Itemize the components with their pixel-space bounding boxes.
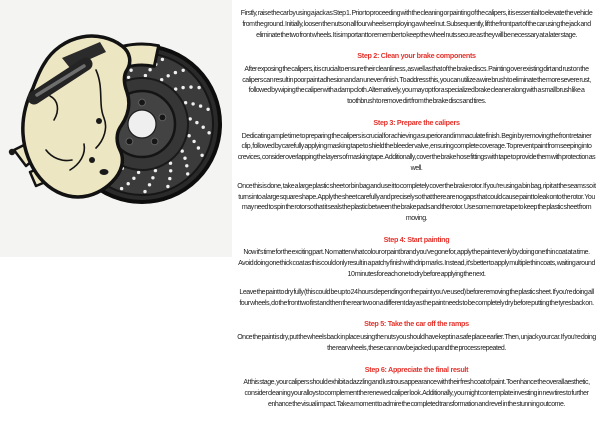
illustration-panel bbox=[0, 0, 232, 257]
step-6-heading: Step 6: Appreciate the final result bbox=[364, 364, 469, 374]
step-3-paragraph: Once this is done, take a large plastic sheet or bin bag and use it to completely cover the brake rotor. If you're using a bin bag, rip it at the seams so it turns into a large square shape. Apply the sheet carefully and precisely so that there are no gaps that could cause paint to leak onto the rotor. You may need to spin the rotor so that it seals the plastic between the brake pads and the rotor. Use some more tape to keep the plastic sheet from moving. bbox=[237, 182, 596, 223]
article bbox=[237, 0, 596, 432]
brake-caliper bbox=[9, 36, 130, 197]
intro-paragraph: Firstly, raise the car by using a jack as Step 1. Prior to proceeding with the cleaning or painting of the calipers, it is essential to elevate the vehicle from the ground. Initially, loosen the nuts on all four wheels employing a wheel nut. Subsequently, lift the front part of the car using the jack and eliminate the two front wheels. It is important to remember to keep the wheel nuts secure as they will be necessary at a later stage. bbox=[240, 10, 593, 39]
step-5-heading: Step 5: Take the car off the ramps bbox=[364, 319, 469, 329]
brake-caliper-illustration bbox=[0, 0, 232, 257]
step-5-paragraph: Once the paint is dry, put the wheels back in place using the nuts you should have kept in a safe place earlier. Then, unjack your car. If you're doing the rear wheels, these can now be jacked up and the process repeated. bbox=[237, 333, 596, 352]
caliper-bolt bbox=[96, 118, 102, 124]
step-4-heading: Step 4: Start painting bbox=[383, 234, 450, 244]
step-3-heading: Step 3: Prepare the calipers bbox=[373, 118, 460, 128]
caliper-bolt bbox=[89, 157, 95, 163]
step-4-paragraph: Leave the paint to dry fully (this could be up to 24 hours depending on the paint you've used) before removing the plastic sheet. If you're doing all four wheels, do the front two first and then the rear two on a different day as the paint needs to be completely dry before putting the tyres back on. bbox=[239, 288, 594, 307]
step-2-paragraph: After exposing the calipers, it is crucial to ensure their cleanliness, as well as that of the brake discs. Painting over existing dirt and rust on the calipers can result in poor paint adhesion and an uneven finish. To address this, you can utilize a wire brush to eliminate the more severe rust, followed by wiping the caliper with a damp cloth. Alternatively, you may opt for a specialized brake cleaner along with a small brush like a toothbrush to remove dirt from the brake discs and tires. bbox=[242, 65, 591, 106]
hub-center-bore bbox=[128, 110, 156, 138]
hose-fitting bbox=[100, 169, 109, 175]
step-4-paragraph: Now it's time for the exciting part. No matter what colour or paint brand you've gone for, apply the paint evenly by doing one thin coat at a time. Avoid doing one thick coat as this could only result in a patchy finish with drip marks. Instead, it's better to apply multiple thin coats, waiting around 10 minutes for each one to dry before applying the next. bbox=[238, 249, 595, 279]
step-6-paragraph: At this stage, your calipers should exhibit a dazzling and lustrous appearance with their fresh coat of paint. To enhance the overall aesthetic, consider cleaning your alloys to complement the renewed caliper look. Additionally, you might contemplate investing in new tires to further enhance the visual impact. Take a moment to admire the completed transformation and revel in the stunning outcome. bbox=[243, 379, 590, 408]
step-2-heading: Step 2: Clean your brake components bbox=[357, 51, 476, 61]
step-3-paragraph: Dedicating ample time to preparing the calipers is crucial for achieving a superior and immaculate finish. Begin by removing the front retainer clip, followed by carefully applying masking tape to shield the bleeder valve, ensuring complete coverage. To prevent paint from seeping into crevices, consider overlapping the layers of masking tape. Additionally, cover the brake hose fittings with tape to provide them with protection as well. bbox=[237, 132, 596, 172]
